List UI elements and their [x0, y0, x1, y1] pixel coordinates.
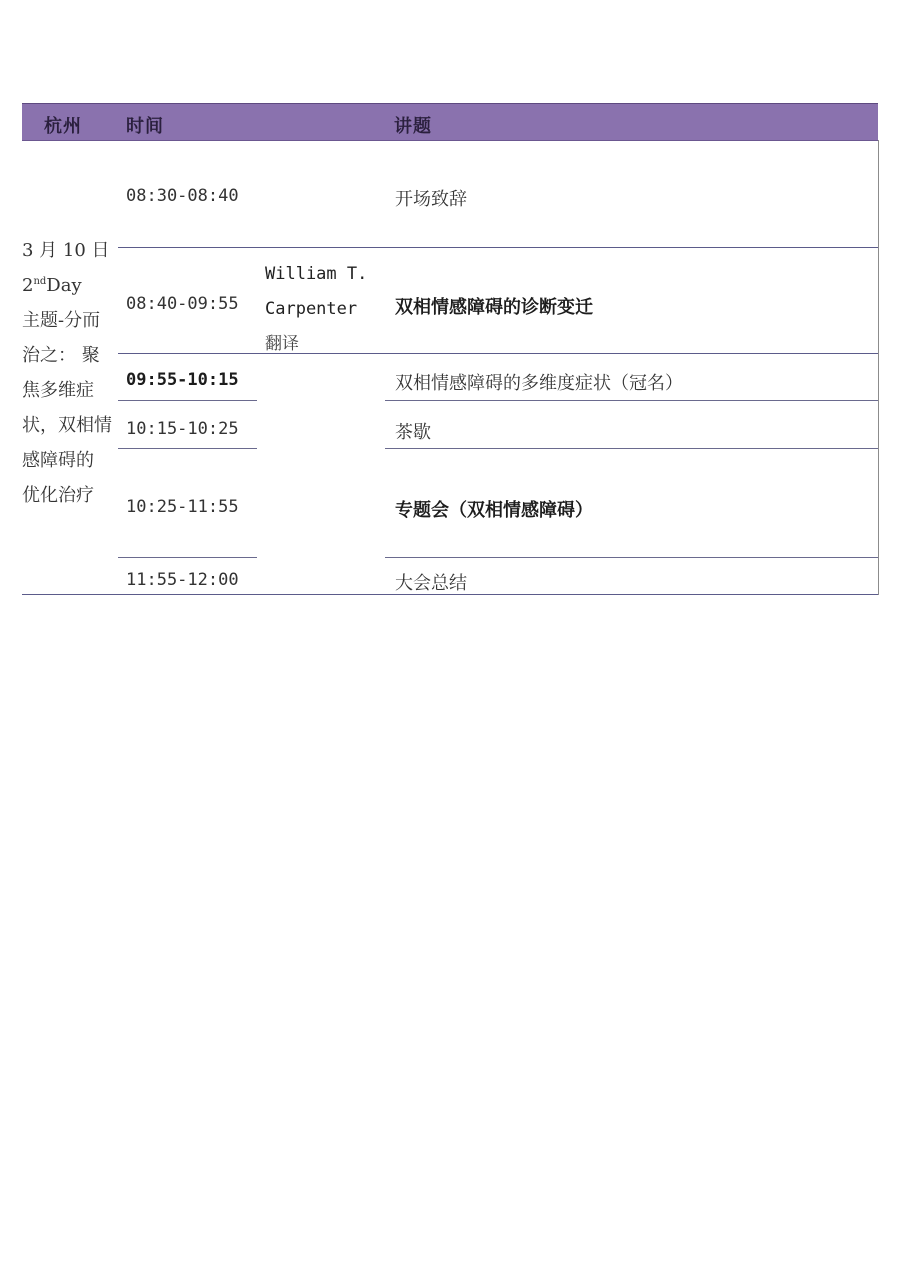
session-topic: 双相情感障碍的多维度症状（冠名）: [395, 373, 683, 394]
session-topic: 开场致辞: [395, 189, 467, 210]
day-date: 3 月 10 日: [22, 240, 110, 261]
row-divider: [118, 448, 257, 449]
table-header: [22, 103, 878, 141]
theme-line: 感障碍的: [22, 450, 94, 471]
theme-line: 优化治疗: [22, 485, 94, 506]
speaker-name-line: Carpenter: [265, 299, 358, 319]
row-divider: [118, 353, 878, 354]
row-divider: [118, 400, 257, 401]
session-topic: 专题会（双相情感障碍）: [395, 500, 593, 521]
theme-line: 治之： 聚: [22, 345, 100, 366]
header-time: 时间: [126, 116, 164, 137]
day-theme-cell: [22, 233, 118, 513]
session-topic: 茶歇: [395, 422, 431, 443]
header-topic: 讲题: [394, 116, 432, 137]
session-time: 10:25-11:55: [126, 497, 239, 517]
session-topic: 双相情感障碍的诊断变迁: [395, 297, 593, 318]
row-divider: [385, 400, 878, 401]
speaker-role: 翻译: [265, 334, 299, 354]
session-time: 09:55-10:15: [126, 370, 239, 390]
theme-line: 主题-分而: [22, 310, 101, 331]
session-time: 11:55-12:00: [126, 570, 239, 590]
theme-line: 状，双相情: [22, 415, 112, 436]
header-city: 杭州: [44, 116, 82, 137]
session-time: 10:15-10:25: [126, 419, 239, 439]
session-topic: 大会总结: [395, 573, 467, 594]
row-divider: [118, 557, 257, 558]
session-speaker: [265, 257, 367, 362]
day-label: 2ndDay: [22, 275, 82, 296]
row-divider: [118, 247, 878, 248]
row-divider: [385, 448, 878, 449]
row-divider: [385, 557, 878, 558]
session-time: 08:40-09:55: [126, 294, 239, 314]
theme-line: 焦多维症: [22, 380, 94, 401]
session-time: 08:30-08:40: [126, 186, 239, 206]
speaker-name-line: William T.: [265, 264, 368, 284]
